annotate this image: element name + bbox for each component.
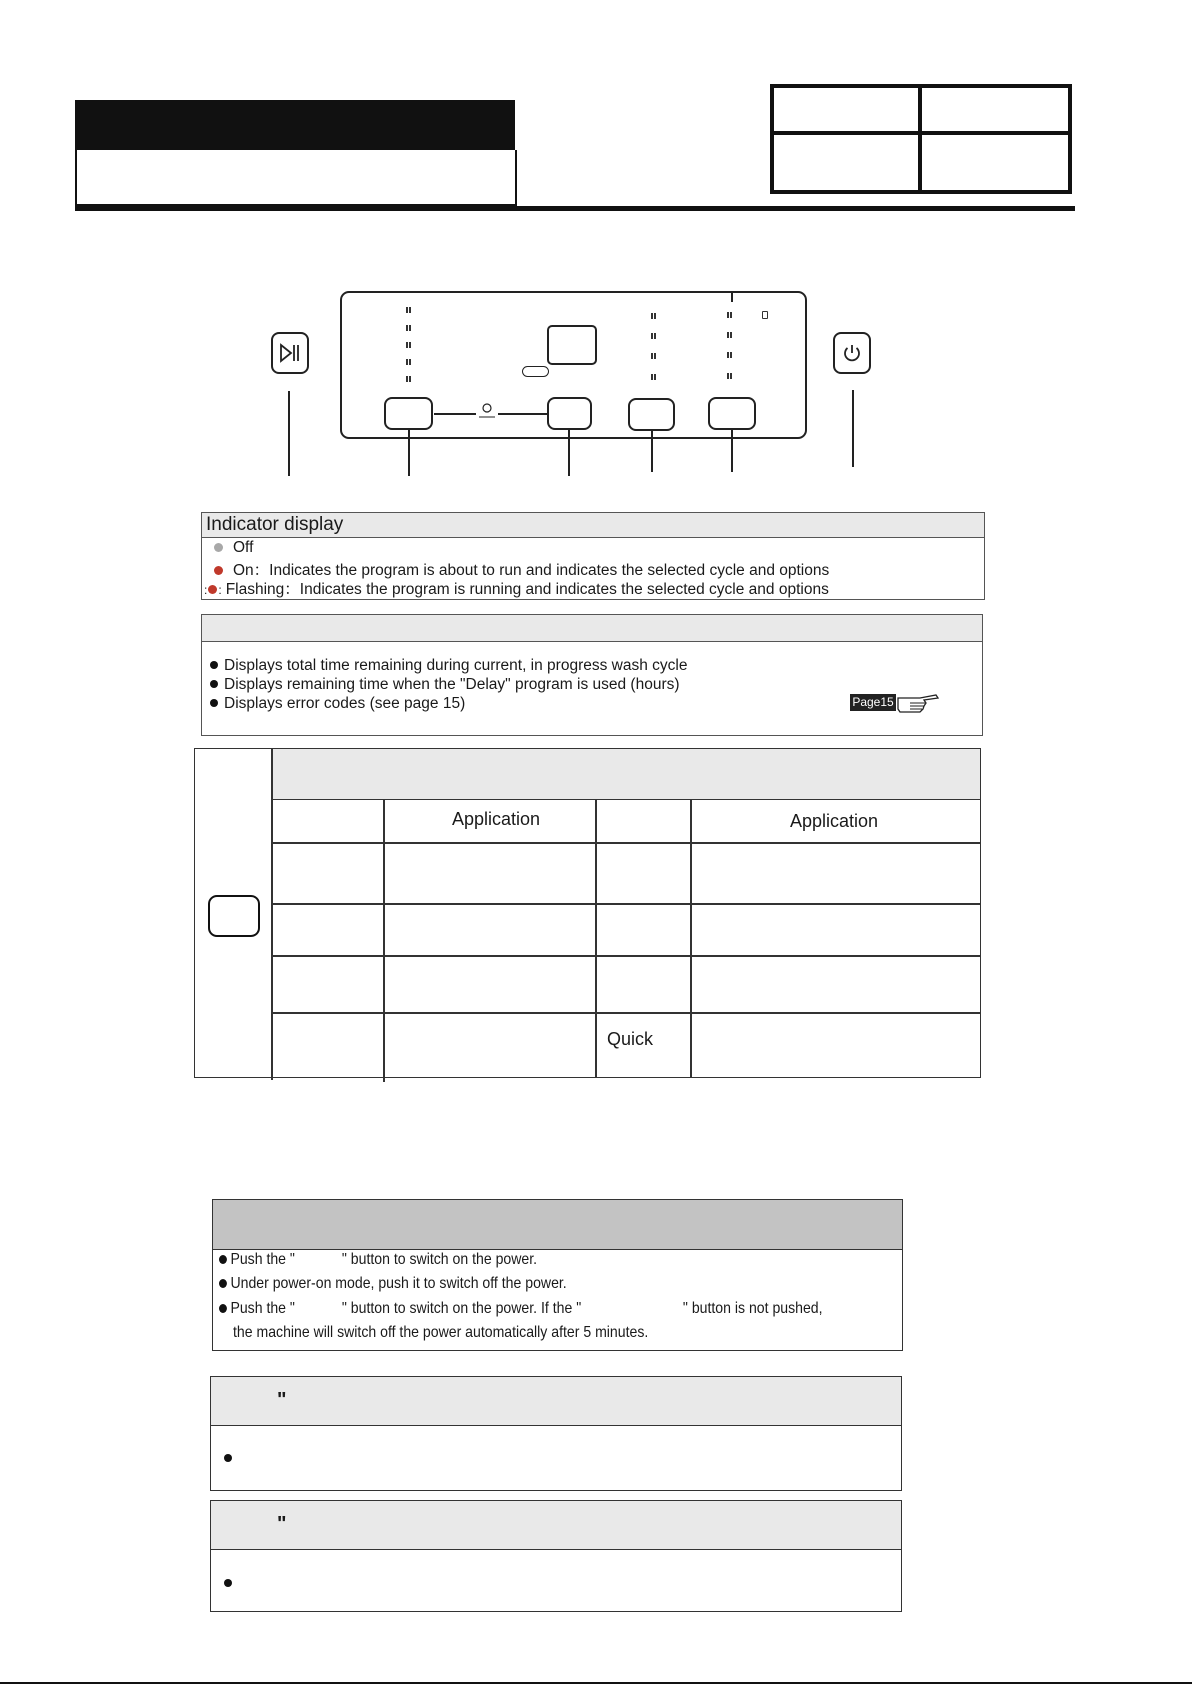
flash-mark-icon: : xyxy=(218,583,222,597)
indicator-off-row: Off xyxy=(214,539,253,557)
callout-line xyxy=(288,391,290,476)
led-indicator xyxy=(406,307,412,313)
power-info-line: Push the " " button to switch on the power. If the " " button is not pushed, xyxy=(219,1300,823,1318)
indicator-display-box xyxy=(201,512,985,600)
led-indicator xyxy=(406,359,412,365)
header-subtitle-bar xyxy=(75,150,517,206)
indicator-flashing-row: : : Flashing：Indicates the program is running and indicates the selected cycle and options xyxy=(204,581,829,598)
option-button[interactable] xyxy=(628,398,675,431)
footer-rule xyxy=(0,1682,1192,1684)
play-pause-icon xyxy=(278,342,302,364)
child-lock-icon xyxy=(476,402,498,420)
option-info-header xyxy=(211,1377,901,1426)
option-button[interactable] xyxy=(708,397,756,430)
display-info-line: Displays error codes (see page 15) xyxy=(210,695,465,713)
page-ref-label: Page15 xyxy=(850,694,896,711)
power-info-header xyxy=(213,1200,902,1250)
power-button[interactable] xyxy=(833,332,871,374)
table-rule xyxy=(383,799,385,1082)
led-indicator xyxy=(651,374,657,380)
program-knob-icon xyxy=(208,895,260,937)
callout-line xyxy=(731,430,733,472)
led-indicator xyxy=(727,352,733,358)
display-info-line: Displays total time remaining during current, in progress wash cycle xyxy=(210,657,687,675)
panel-display-window xyxy=(547,325,597,365)
header-quote-mark: " xyxy=(277,1513,287,1535)
panel-toggle-indicator xyxy=(522,366,549,377)
led-indicator xyxy=(406,342,412,348)
table-rule xyxy=(272,903,980,905)
page-reference[interactable] xyxy=(850,692,940,714)
program-button[interactable] xyxy=(384,397,433,430)
header-grid-divider-h xyxy=(770,131,1072,135)
red-dot-icon xyxy=(214,566,223,575)
bullet-icon xyxy=(219,1255,227,1264)
program-table-divider xyxy=(271,748,273,1080)
led-indicator xyxy=(651,313,657,319)
callout-line xyxy=(408,430,410,476)
bullet-icon xyxy=(219,1279,227,1288)
power-info-line: Under power-on mode, push it to switch off the power. xyxy=(219,1275,567,1293)
led-indicator xyxy=(727,373,733,379)
display-info-line: Displays remaining time when the "Delay" program is used (hours) xyxy=(210,676,680,694)
header-rule xyxy=(75,206,1075,211)
indicator-on-row: On：Indicates the program is about to run and indicates the selected cycle and options xyxy=(214,558,829,580)
table-rule xyxy=(595,799,597,1077)
red-dot-icon xyxy=(208,585,217,594)
option-info-header xyxy=(211,1501,901,1550)
flash-mark-icon: : xyxy=(204,583,208,597)
program-quick-label: Quick xyxy=(607,1029,654,1049)
led-indicator xyxy=(727,332,733,338)
power-info-line: the machine will switch off the power automatically after 5 minutes. xyxy=(233,1324,649,1341)
power-info-line: Push the " " button to switch on the power. xyxy=(219,1251,537,1269)
table-rule xyxy=(272,955,980,957)
power-info-box xyxy=(212,1199,903,1351)
callout-line xyxy=(651,430,653,472)
callout-line xyxy=(852,390,854,467)
led-indicator xyxy=(651,333,657,339)
bullet-icon xyxy=(224,1454,232,1462)
led-indicator xyxy=(406,376,412,382)
bullet-icon xyxy=(219,1304,227,1313)
led-indicator xyxy=(651,353,657,359)
callout-line xyxy=(568,430,570,476)
bullet-icon xyxy=(224,1579,232,1587)
program-table-header xyxy=(272,749,980,800)
header-quote-mark: " xyxy=(277,1389,287,1411)
table-header-application: Application xyxy=(452,809,541,829)
header-title-bar xyxy=(75,100,515,150)
lock-icon xyxy=(762,311,768,319)
grey-dot-icon xyxy=(214,543,223,552)
table-rule xyxy=(690,799,692,1077)
option-info-box xyxy=(210,1500,902,1612)
panel-tick xyxy=(731,292,733,302)
indicator-display-title: Indicator display xyxy=(202,513,984,538)
option-button[interactable] xyxy=(547,397,592,430)
table-header-application: Application xyxy=(790,811,879,831)
table-rule xyxy=(272,842,980,844)
header-grid-divider-v xyxy=(918,84,922,194)
table-rule xyxy=(272,1012,980,1014)
led-indicator xyxy=(727,312,733,318)
pointing-hand-icon xyxy=(896,692,940,714)
display-info-header xyxy=(202,615,982,642)
led-indicator xyxy=(406,325,412,331)
start-pause-button[interactable] xyxy=(271,332,309,374)
display-info-box xyxy=(201,614,983,736)
power-icon xyxy=(841,342,863,364)
option-info-box xyxy=(210,1376,902,1491)
